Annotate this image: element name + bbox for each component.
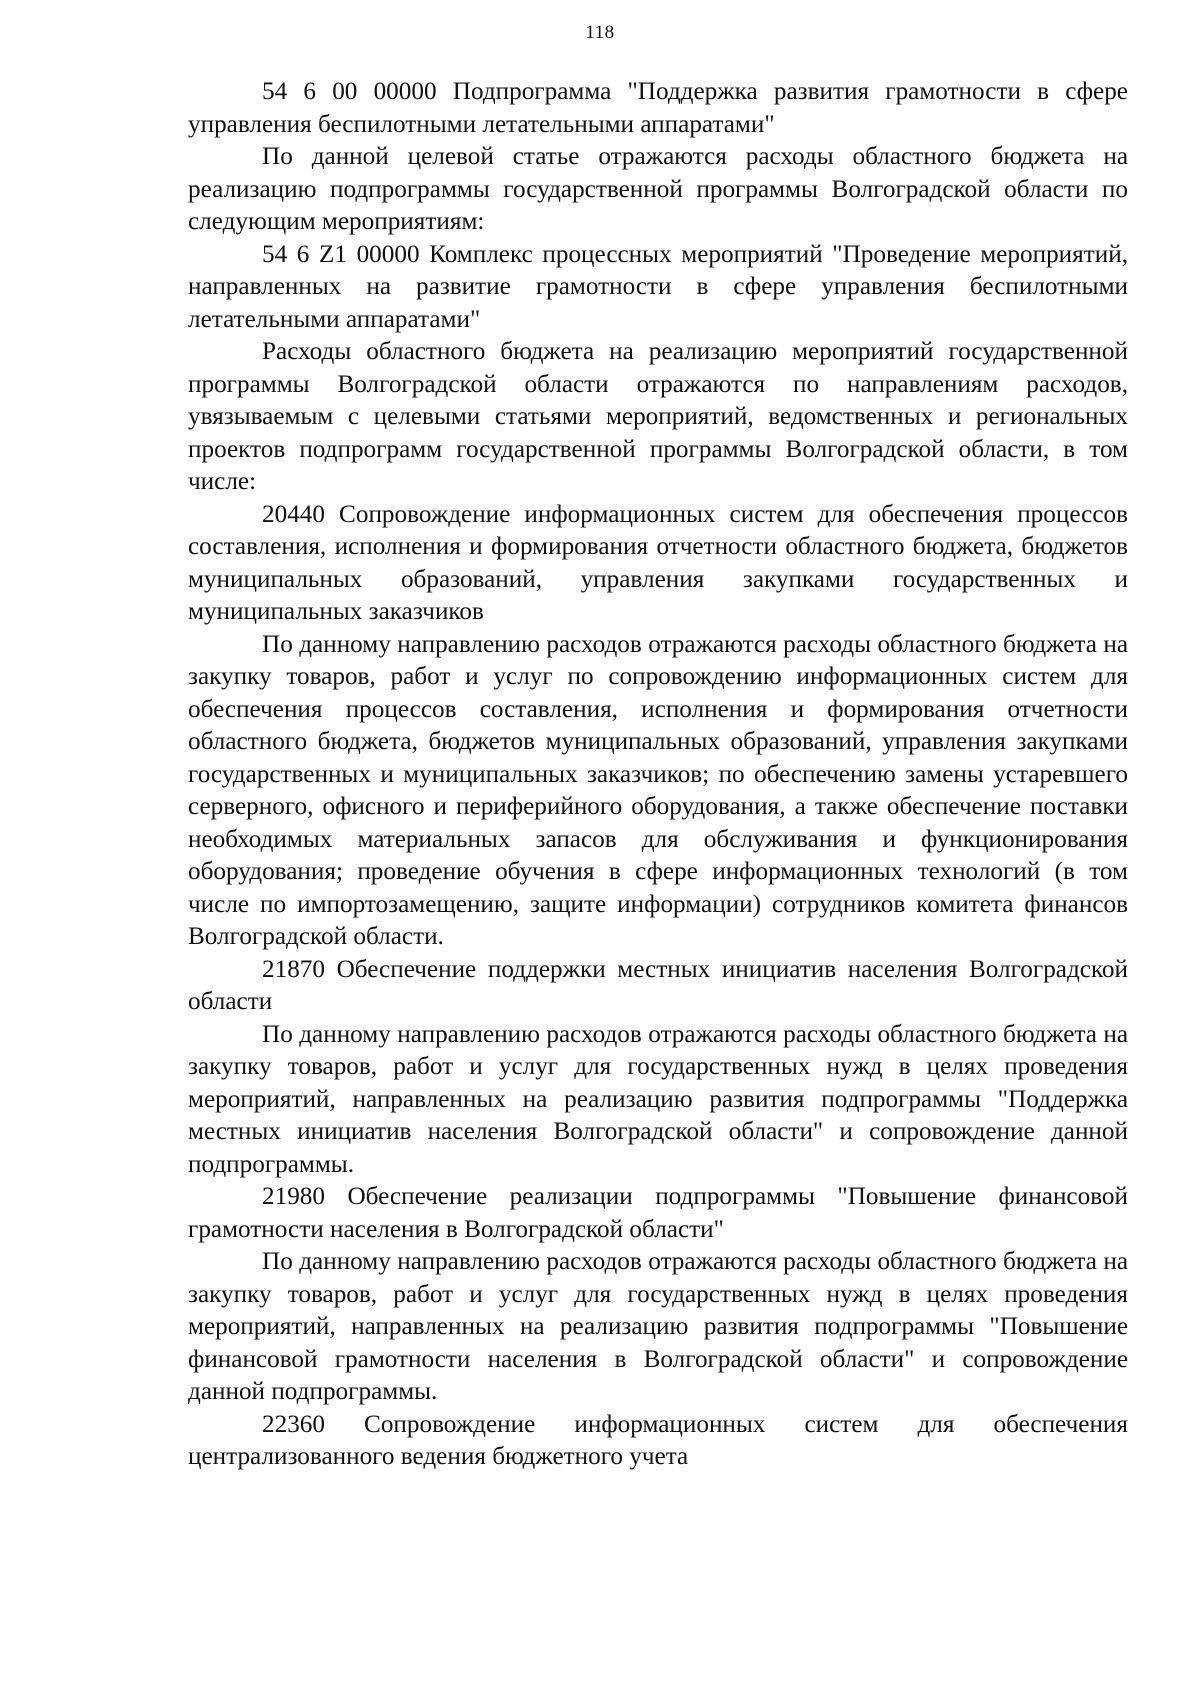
paragraph-code-22360: 22360 Сопровождение информационных систем для обеспечения централизованного ведения бюджетного учета bbox=[188, 1410, 1128, 1470]
paragraph-process-complex: 54 6 Z1 00000 Комплекс процессных мероприятий "Проведение мероприятий, направленных на развитие грамотности в сфере управления беспилотными летательными аппаратами" bbox=[188, 240, 1128, 333]
paragraph-code-21870: 21870 Обеспечение поддержки местных инициатив населения Волгоградской области bbox=[188, 955, 1128, 1015]
page-number: 118 bbox=[585, 22, 615, 43]
paragraph-21870-description: По данному направлению расходов отражаются расходы областного бюджета на закупку товаров, работ и услуг для государственных нужд в целях проведения мероприятий, направленных на реализацию развития подпрограммы "Поддержка местных инициатив населения Волгоградской области" и сопровождение данной подпрограммы. bbox=[188, 1020, 1128, 1178]
paragraph-21980-description: По данному направлению расходов отражаются расходы областного бюджета на закупку товаров, работ и услуг для государственных нужд в целях проведения мероприятий, направленных на реализацию развития подпрограммы "Повышение финансовой грамотности населения в Волгоградской области" и сопровождение данной подпрограммы. bbox=[188, 1248, 1128, 1405]
paragraph-code-20440: 20440 Сопровождение информационных систем для обеспечения процессов составления, исполнения и формирования отчетности областного бюджета, бюджетов муниципальных образований, управления закупками государственных и муниципальных заказчиков bbox=[188, 500, 1128, 625]
paragraph-subprogram-heading: 54 6 00 00000 Подпрограмма "Поддержка развития грамотности в сфере управления беспилотными летательными аппаратами" bbox=[188, 78, 1128, 138]
paragraph-20440-description: По данному направлению расходов отражаются расходы областного бюджета на закупку товаров, работ и услуг по сопровождению информационных систем для обеспечения процессов составления, исполнения и формирования отчетности областного бюджета, бюджетов муниципальных образований, управления закупками государственных и муниципальных заказчиков; по обеспечению замены устаревшего серверного, офисного и периферийного оборудования, а также обеспечение поставки необходимых материальных запасов для обслуживания и функционирования оборудования; проведение обучения в сфере информационных технологий (в том числе по импортозамещению, защите информации) сотрудников комитета финансов Волгоградской области. bbox=[188, 630, 1128, 950]
paragraph-target-article: По данной целевой статье отражаются расходы областного бюджета на реализацию подпрограммы государственной программы Волгоградской области по следующим мероприятиям: bbox=[188, 143, 1128, 235]
paragraph-code-21980: 21980 Обеспечение реализации подпрограммы "Повышение финансовой грамотности населения в Волгоградской области" bbox=[188, 1183, 1128, 1243]
paragraph-expenses-intro: Расходы областного бюджета на реализацию мероприятий государственной программы Волгоградской области отражаются по направлениям расходов, увязываемым с целевыми статьями мероприятий, ведомственных и региональных проектов подпрограмм государственной программы Волгоградской области, в том числе: bbox=[188, 338, 1128, 495]
document-body bbox=[188, 76, 1128, 1474]
